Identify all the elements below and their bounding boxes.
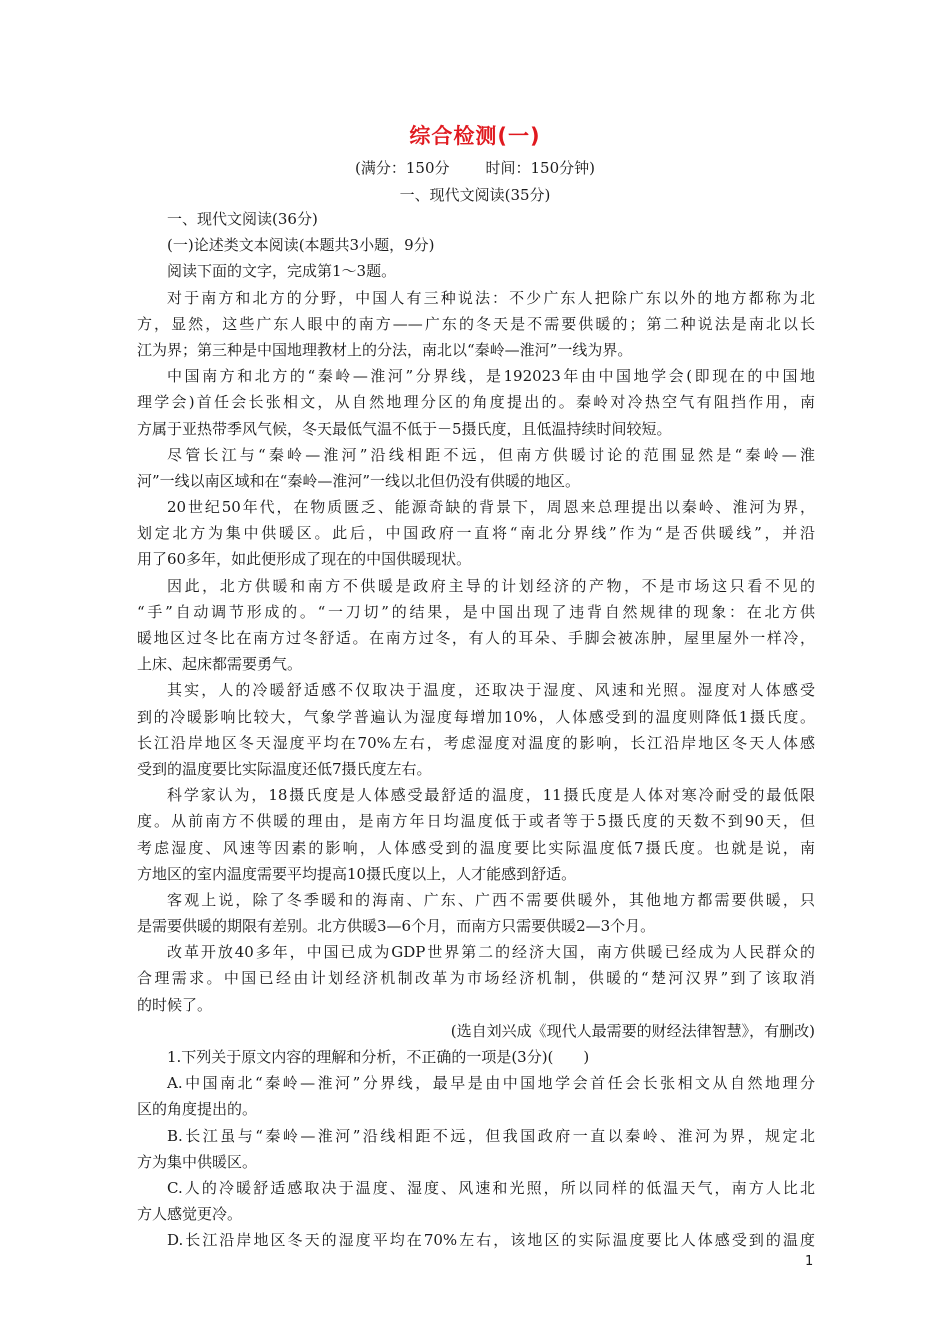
text-line: 度。从前南方不供暖的理由，是南方年日均温度低于或者等于5摄氏度的天数不到90天，但 bbox=[137, 812, 815, 831]
text-line: 尽管长江与“秦岭—淮河”沿线相距不远，但南方供暖讨论的范围显然是“秦岭—淮 bbox=[167, 445, 815, 464]
text-line: 合理需求。中国已经由计划经济机制改革为市场经济机制，供暖的“楚河汉界”到了该取消 bbox=[137, 969, 815, 988]
source-citation: (选自刘兴成《现代人最需要的财经法律智慧》，有删改) bbox=[450, 1021, 815, 1040]
text-line: 江为界；第三种是中国地理教材上的分法，南北以“秦岭—淮河”一线为界。 bbox=[137, 340, 633, 359]
text-line: 暖地区过冬比在南方过冬舒适。在南方过冬，有人的耳朵、手脚会被冻肿，屋里屋外一样冷， bbox=[137, 629, 815, 647]
text-line: 20世纪50年代，在物质匮乏、能源奇缺的背景下，周恩来总理提出以秦岭、淮河为界， bbox=[167, 498, 815, 517]
text-line: 理学会)首任会长张相文，从自然地理分区的角度提出的。秦岭对冷热空气有阻挡作用，南 bbox=[137, 393, 815, 412]
option-b-cont: 方为集中供暖区。 bbox=[137, 1152, 258, 1171]
text-line: 上床、起床都需要勇气。 bbox=[137, 655, 303, 674]
text-line: 阅读下面的文字，完成第1～3题。 bbox=[167, 262, 397, 281]
text-line: (一)论述类文本阅读(本题共3小题，9分) bbox=[167, 236, 435, 255]
text-line: 是需要供暖的期限有差别。北方供暖3—6个月，而南方只需要供暖2—3个月。 bbox=[137, 917, 656, 936]
text-line: 考虑湿度、风速等因素的影响，人体感受到的温度要比实际温度低7摄氏度。也就是说，南 bbox=[137, 838, 815, 857]
text-line: 河”一线以南区域和在“秦岭—淮河”一线以北但仍没有供暖的地区。 bbox=[137, 471, 581, 490]
question-1: 1.下列关于原文内容的理解和分析，不正确的一项是(3分)( ) bbox=[167, 1048, 590, 1066]
text-line: 划定北方为集中供暖区。此后，中国政府一直将“南北分界线”作为“是否供暖线”，并沿 bbox=[137, 524, 815, 543]
text-line: “手”自动调节形成的。“一刀切”的结果，是中国出现了违背自然规律的现象：在北方供 bbox=[137, 602, 815, 621]
text-line: 对于南方和北方的分野，中国人有三种说法：不少广东人把除广东以外的地方都称为北 bbox=[167, 288, 815, 307]
option-b: B.长江虽与“秦岭—淮河”沿线相距不远，但我国政府一直以秦岭、淮河为界，规定北 bbox=[167, 1126, 815, 1145]
text-line: 中国南方和北方的“秦岭—淮河”分界线，是192023年由中国地学会(即现在的中国地 bbox=[167, 367, 815, 386]
text-line: 用了60多年，如此便形成了现在的中国供暖现状。 bbox=[137, 550, 472, 569]
option-a-cont: 区的角度提出的。 bbox=[137, 1100, 258, 1119]
option-c: C.人的冷暖舒适感取决于温度、湿度、风速和光照，所以同样的低温天气，南方人比北 bbox=[167, 1178, 815, 1197]
text-line: 长江沿岸地区冬天湿度平均在70%左右，考虑湿度对温度的影响，长江沿岸地区冬天人体感 bbox=[137, 733, 815, 752]
exam-meta bbox=[0, 157, 950, 178]
section-heading: 一、现代文阅读(35分) bbox=[399, 186, 551, 204]
text-line: 方属于亚热带季风气候，冬天最低气温不低于－5摄氏度，且低温持续时间较短。 bbox=[137, 419, 672, 438]
text-line: 一、现代文阅读(36分) bbox=[167, 210, 318, 228]
full-score: (满分：150分 bbox=[355, 159, 450, 177]
document-body bbox=[137, 206, 815, 1254]
text-line: 方地区的室内温度需要平均提高10摄氏度以上，人才能感到舒适。 bbox=[137, 864, 577, 883]
text-line: 客观上说，除了冬季暖和的海南、广东、广西不需要供暖外，其他地方都需要供暖，只 bbox=[167, 890, 815, 909]
text-line: 方，显然，这些广东人眼中的南方——广东的冬天是不需要供暖的；第二种说法是南北以长 bbox=[137, 314, 815, 333]
exam-title: 综合检测(一) bbox=[409, 124, 541, 148]
text-line: 改革开放40多年，中国已成为GDP世界第二的经济大国，南方供暖已经成为人民群众的 bbox=[167, 943, 815, 962]
page-number: 1 bbox=[805, 1254, 814, 1269]
time-limit: 时间：150分钟) bbox=[485, 159, 595, 177]
text-line: 的时候了。 bbox=[137, 995, 213, 1014]
option-a: A.中国南北“秦岭—淮河”分界线，最早是由中国地学会首任会长张相文从自然地理分 bbox=[167, 1074, 815, 1093]
text-line: 到的冷暖影响比较大，气象学普遍认为湿度每增加10%，人体感受到的温度则降低1摄氏度。 bbox=[137, 707, 815, 726]
text-line: 科学家认为，18摄氏度是人体感受最舒适的温度，11摄氏度是人体对寒冷耐受的最低限 bbox=[167, 786, 815, 805]
option-d: D.长江沿岸地区冬天的湿度平均在70%左右，该地区的实际温度要比人体感受到的温度 bbox=[167, 1231, 815, 1250]
option-c-cont: 方人感觉更冷。 bbox=[137, 1205, 243, 1224]
text-line: 受到的温度要比实际温度还低7摄氏度左右。 bbox=[137, 759, 432, 778]
text-line: 因此，北方供暖和南方不供暖是政府主导的计划经济的产物，不是市场这只看不见的 bbox=[167, 576, 815, 595]
text-line: 其实，人的冷暖舒适感不仅取决于温度，还取决于湿度、风速和光照。湿度对人体感受 bbox=[167, 681, 815, 700]
